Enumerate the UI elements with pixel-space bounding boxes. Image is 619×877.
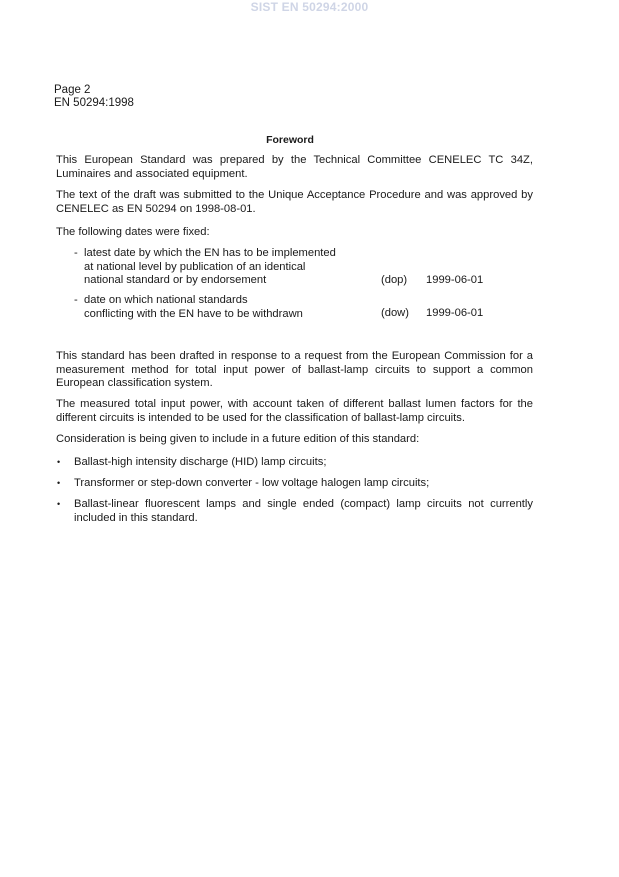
paragraph-measurement: The measured total input power, with account taken of different ballast lumen factors for the different circuits is intended to be used for the classification of ballast-lamp circuits.: [56, 398, 533, 424]
date-line: conflicting with the EN have to be withdrawn: [84, 307, 303, 320]
date-code: (dow): [381, 307, 409, 319]
paragraph-committee: This European Standard was prepared by the Technical Committee CENELEC TC 34Z, Luminaires and associated equipment.: [56, 154, 533, 180]
date-code: (dop): [381, 274, 408, 286]
page-number: Page 2: [54, 84, 91, 96]
bullet-item: [57, 456, 533, 472]
date-description: [84, 294, 374, 321]
date-value: 1999-06-01: [426, 274, 484, 286]
bullet-dot: •: [57, 478, 61, 488]
bullet-item: [57, 477, 533, 493]
paragraph-approval: The text of the draft was submitted to the Unique Acceptance Procedure and was approved by CENELEC as EN 50294 on 1998-08-01.: [56, 189, 533, 215]
paragraph-consideration: Consideration is being given to include in a future edition of this standard:: [56, 433, 420, 445]
date-dash: -: [74, 247, 78, 259]
bullet-item: [57, 498, 533, 528]
watermark: SIST EN 50294:2000: [250, 0, 369, 14]
date-line: date on which national standards: [84, 294, 248, 306]
page-header: [54, 84, 134, 110]
date-value: 1999-06-01: [426, 307, 484, 319]
page-title: Foreword: [266, 134, 314, 146]
date-description: [84, 247, 374, 288]
standard-number: EN 50294:1998: [54, 97, 134, 109]
bullet-text: Ballast-linear fluorescent lamps and single ended (compact) lamp circuits not currently included in this standard.: [74, 498, 533, 524]
date-item-dow: [74, 294, 514, 324]
date-line: at national level by publication of an identical: [84, 260, 306, 273]
bullet-text: Transformer or step-down converter - low voltage halogen lamp circuits;: [74, 477, 430, 489]
bullet-dot: •: [57, 499, 61, 509]
bullet-text: Ballast-high intensity discharge (HID) lamp circuits;: [74, 456, 327, 468]
bullet-dot: •: [57, 457, 61, 467]
paragraph-dates-intro: The following dates were fixed:: [56, 226, 210, 238]
date-dash: -: [74, 294, 78, 306]
date-line: latest date by which the EN has to be implemented: [84, 247, 336, 259]
paragraph-purpose: This standard has been drafted in response to a request from the European Commission for a measurement method for total input power of ballast-lamp circuits to support a common European classification system.: [56, 350, 533, 389]
date-line: national standard or by endorsement: [84, 274, 267, 286]
date-item-dop: [74, 247, 514, 289]
